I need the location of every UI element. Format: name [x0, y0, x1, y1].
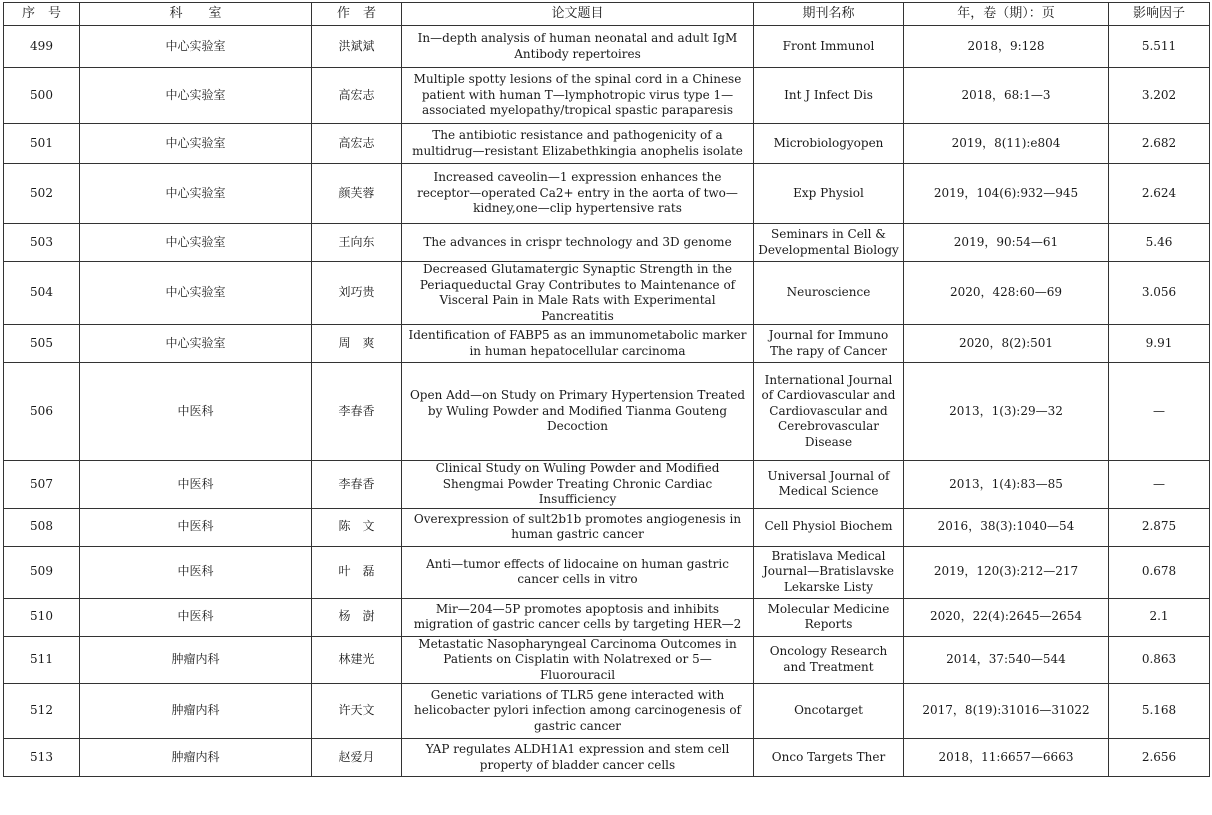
cell-title: YAP regulates ALDH1A1 expression and stem cell property of bladder cancer cells — [402, 739, 754, 777]
header-citation: 年，卷（期）：页 — [904, 3, 1109, 26]
cell-title: The advances in crispr technology and 3D genome — [402, 224, 754, 262]
cell-impact-factor: 5.46 — [1109, 224, 1210, 262]
table-row — [4, 636, 1210, 684]
table-row — [4, 508, 1210, 546]
cell-department: 中心实验室 — [80, 325, 312, 363]
cell-department: 中心实验室 — [80, 164, 312, 224]
cell-impact-factor: 2.682 — [1109, 124, 1210, 164]
cell-title: Mir—204—5P promotes apoptosis and inhibits migration of gastric cancer cells by targeting HER—2 — [402, 598, 754, 636]
cell-journal: Cell Physiol Biochem — [754, 508, 904, 546]
cell-title: Open Add—on Study on Primary Hypertension Treated by Wuling Powder and Modified Tianma Gouteng Decoction — [402, 363, 754, 461]
cell-number: 500 — [4, 68, 80, 124]
cell-author: 刘巧贵 — [312, 262, 402, 325]
cell-author: 陈 文 — [312, 508, 402, 546]
cell-department: 中医科 — [80, 461, 312, 509]
table-header-row — [4, 3, 1210, 26]
publications-table — [3, 2, 1210, 777]
cell-impact-factor: 0.863 — [1109, 636, 1210, 684]
table-row — [4, 224, 1210, 262]
cell-title: Decreased Glutamatergic Synaptic Strength in the Periaqueductal Gray Contributes to Maintenance of Visceral Pain in Male Rats with Experimental Pancreatitis — [402, 262, 754, 325]
table-row — [4, 546, 1210, 598]
cell-impact-factor: 9.91 — [1109, 325, 1210, 363]
cell-impact-factor: 3.202 — [1109, 68, 1210, 124]
cell-journal: International Journal of Cardiovascular and Cardiovascular and Cerebrovascular Disease — [754, 363, 904, 461]
cell-journal: Oncotarget — [754, 684, 904, 739]
table-row — [4, 164, 1210, 224]
header-number: 序 号 — [4, 3, 80, 26]
cell-author: 周 爽 — [312, 325, 402, 363]
cell-author: 赵爱月 — [312, 739, 402, 777]
cell-journal: Neuroscience — [754, 262, 904, 325]
cell-title: Overexpression of sult2b1b promotes angiogenesis in human gastric cancer — [402, 508, 754, 546]
table-row — [4, 124, 1210, 164]
cell-journal: Universal Journal of Medical Science — [754, 461, 904, 509]
cell-number: 513 — [4, 739, 80, 777]
cell-journal: Int J Infect Dis — [754, 68, 904, 124]
table-row — [4, 325, 1210, 363]
cell-number: 505 — [4, 325, 80, 363]
header-author: 作 者 — [312, 3, 402, 26]
cell-department: 肿瘤内科 — [80, 636, 312, 684]
cell-journal: Seminars in Cell & Developmental Biology — [754, 224, 904, 262]
cell-author: 高宏志 — [312, 68, 402, 124]
cell-number: 511 — [4, 636, 80, 684]
cell-number: 502 — [4, 164, 80, 224]
cell-author: 林建光 — [312, 636, 402, 684]
cell-citation: 2020，428:60—69 — [904, 262, 1109, 325]
table-row — [4, 68, 1210, 124]
cell-impact-factor: 0.678 — [1109, 546, 1210, 598]
cell-number: 499 — [4, 26, 80, 68]
cell-department: 中医科 — [80, 598, 312, 636]
header-department: 科 室 — [80, 3, 312, 26]
cell-number: 501 — [4, 124, 80, 164]
cell-department: 中医科 — [80, 508, 312, 546]
table-row — [4, 461, 1210, 509]
cell-impact-factor: — — [1109, 363, 1210, 461]
cell-number: 512 — [4, 684, 80, 739]
cell-department: 中心实验室 — [80, 262, 312, 325]
cell-number: 506 — [4, 363, 80, 461]
table-row — [4, 262, 1210, 325]
cell-citation: 2020，22(4):2645—2654 — [904, 598, 1109, 636]
cell-citation: 2019，90:54—61 — [904, 224, 1109, 262]
cell-journal: Oncology Research and Treatment — [754, 636, 904, 684]
cell-impact-factor: 5.168 — [1109, 684, 1210, 739]
cell-journal: Bratislava Medical Journal—Bratislavske Lekarske Listy — [754, 546, 904, 598]
table-row — [4, 598, 1210, 636]
cell-department: 中心实验室 — [80, 124, 312, 164]
cell-title: Metastatic Nasopharyngeal Carcinoma Outcomes in Patients on Cisplatin with Nolatrexed or 5—Fluorouracil — [402, 636, 754, 684]
cell-department: 中心实验室 — [80, 224, 312, 262]
cell-citation: 2018，11:6657—6663 — [904, 739, 1109, 777]
cell-title: Genetic variations of TLR5 gene interacted with helicobacter pylori infection among carcinogenesis of gastric cancer — [402, 684, 754, 739]
cell-journal: Molecular Medicine Reports — [754, 598, 904, 636]
cell-author: 高宏志 — [312, 124, 402, 164]
cell-number: 510 — [4, 598, 80, 636]
cell-journal: Journal for Immuno The rapy of Cancer — [754, 325, 904, 363]
cell-author: 李春香 — [312, 461, 402, 509]
table-row — [4, 739, 1210, 777]
cell-department: 肿瘤内科 — [80, 739, 312, 777]
header-impact-factor: 影响因子 — [1109, 3, 1210, 26]
cell-citation: 2017，8(19):31016—31022 — [904, 684, 1109, 739]
cell-number: 509 — [4, 546, 80, 598]
table-row — [4, 684, 1210, 739]
table-row — [4, 363, 1210, 461]
cell-citation: 2013，1(4):83—85 — [904, 461, 1109, 509]
cell-author: 许天文 — [312, 684, 402, 739]
cell-citation: 2019，8(11):e804 — [904, 124, 1109, 164]
cell-title: In—depth analysis of human neonatal and adult IgM Antibody repertoires — [402, 26, 754, 68]
cell-impact-factor: 2.1 — [1109, 598, 1210, 636]
cell-number: 504 — [4, 262, 80, 325]
cell-author: 颜芙蓉 — [312, 164, 402, 224]
cell-author: 杨 澍 — [312, 598, 402, 636]
cell-citation: 2013，1(3):29—32 — [904, 363, 1109, 461]
table-row — [4, 26, 1210, 68]
cell-citation: 2018，9:128 — [904, 26, 1109, 68]
cell-citation: 2020，8(2):501 — [904, 325, 1109, 363]
cell-impact-factor: 2.624 — [1109, 164, 1210, 224]
cell-journal: Microbiologyopen — [754, 124, 904, 164]
cell-citation: 2014，37:540—544 — [904, 636, 1109, 684]
cell-author: 王向东 — [312, 224, 402, 262]
cell-department: 中医科 — [80, 546, 312, 598]
cell-number: 503 — [4, 224, 80, 262]
table-body — [4, 26, 1210, 777]
cell-citation: 2019，104(6):932—945 — [904, 164, 1109, 224]
header-title: 论文题目 — [402, 3, 754, 26]
cell-citation: 2018，68:1—3 — [904, 68, 1109, 124]
cell-department: 肿瘤内科 — [80, 684, 312, 739]
cell-impact-factor: — — [1109, 461, 1210, 509]
cell-citation: 2019，120(3):212—217 — [904, 546, 1109, 598]
cell-impact-factor: 3.056 — [1109, 262, 1210, 325]
cell-impact-factor: 2.875 — [1109, 508, 1210, 546]
cell-title: Identification of FABP5 as an immunometabolic marker in human hepatocellular carcinoma — [402, 325, 754, 363]
cell-citation: 2016，38(3):1040—54 — [904, 508, 1109, 546]
cell-title: The antibiotic resistance and pathogenicity of a multidrug—resistant Elizabethkingia anophelis isolate — [402, 124, 754, 164]
header-journal: 期刊名称 — [754, 3, 904, 26]
cell-author: 李春香 — [312, 363, 402, 461]
cell-number: 508 — [4, 508, 80, 546]
cell-title: Anti—tumor effects of lidocaine on human gastric cancer cells in vitro — [402, 546, 754, 598]
cell-title: Clinical Study on Wuling Powder and Modified Shengmai Powder Treating Chronic Cardiac Insufficiency — [402, 461, 754, 509]
cell-author: 洪斌斌 — [312, 26, 402, 68]
cell-title: Increased caveolin—1 expression enhances the receptor—operated Ca2+ entry in the aorta of two—kidney,one—clip hypertensive rats — [402, 164, 754, 224]
cell-department: 中医科 — [80, 363, 312, 461]
cell-journal: Onco Targets Ther — [754, 739, 904, 777]
cell-department: 中心实验室 — [80, 68, 312, 124]
cell-title: Multiple spotty lesions of the spinal cord in a Chinese patient with human T—lymphotropic virus type 1—associated myelopathy/tropical spastic paraparesis — [402, 68, 754, 124]
cell-journal: Exp Physiol — [754, 164, 904, 224]
cell-number: 507 — [4, 461, 80, 509]
cell-journal: Front Immunol — [754, 26, 904, 68]
cell-author: 叶 磊 — [312, 546, 402, 598]
cell-department: 中心实验室 — [80, 26, 312, 68]
cell-impact-factor: 5.511 — [1109, 26, 1210, 68]
cell-impact-factor: 2.656 — [1109, 739, 1210, 777]
